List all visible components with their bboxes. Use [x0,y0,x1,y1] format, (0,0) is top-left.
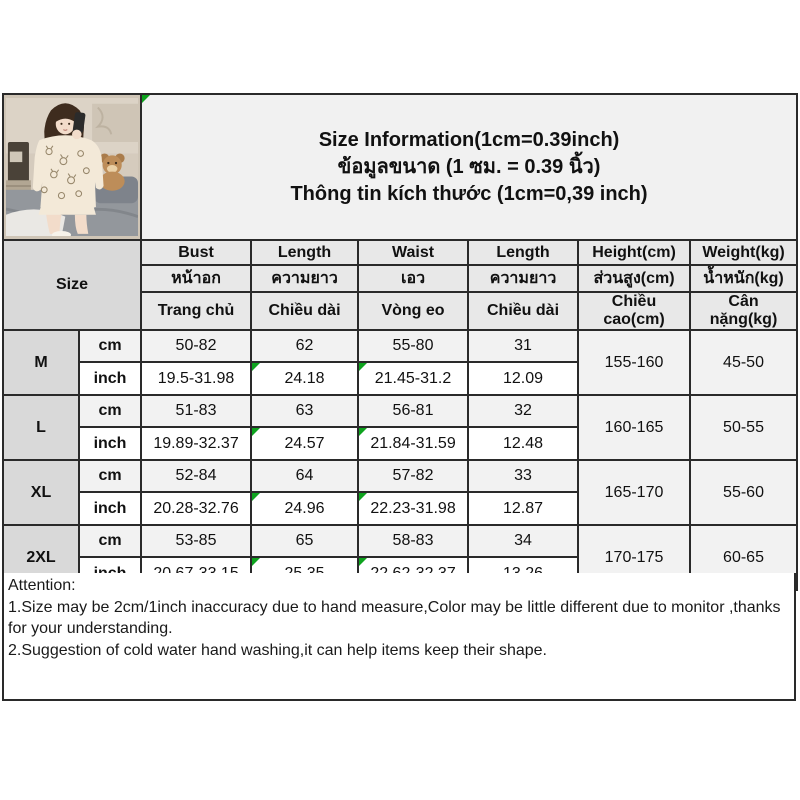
cell-m-length-cm: 62 [251,330,358,362]
cell-m-height: 155-160 [578,330,690,395]
cell-m-bust-inch: 19.5-31.98 [141,362,251,395]
size-info-title-block [141,94,797,240]
col-header-weight-vi: Cân nặng(kg) [690,292,797,330]
col-header-waist-vi: Vòng eo [358,292,468,330]
cell-xl-length2-inch: 12.87 [468,492,578,525]
col-header-length-th: ความยาว [251,265,358,292]
row-l-cm [3,395,797,427]
header-row-en [3,240,797,265]
cell-2xl-bust-cm: 53-85 [141,525,251,557]
title-vi: Thông tin kích thước (1cm=0,39 inch) [290,182,648,205]
title-th: ข้อมูลขนาด (1 ซม. = 0.39 นิ้ว) [337,155,601,178]
size-label-m: M [3,330,79,395]
cell-m-length-inch: 24.18 [251,362,358,395]
cell-l-bust-cm: 51-83 [141,395,251,427]
cell-m-weight: 45-50 [690,330,797,395]
row-2xl-cm [3,525,797,557]
cell-l-length2-inch: 12.48 [468,427,578,460]
cell-xl-bust-inch: 20.28-32.76 [141,492,251,525]
cell-l-weight: 50-55 [690,395,797,460]
row-m-cm [3,330,797,362]
cell-m-waist-cm: 55-80 [358,330,468,362]
pajama-selfie-illustration [6,98,138,237]
col-header-waist-en: Waist [358,240,468,265]
attention-note [2,573,796,701]
cell-xl-bust-cm: 52-84 [141,460,251,492]
unit-cell: inch [79,427,141,460]
col-header-weight-th: น้ำหนัก(kg) [690,265,797,292]
cell-xl-waist-inch: 22.23-31.98 [358,492,468,525]
cell-l-waist-inch: 21.84-31.59 [358,427,468,460]
cell-xl-waist-cm: 57-82 [358,460,468,492]
cell-xl-height: 165-170 [578,460,690,525]
col-header-length2-vi: Chiều dài [468,292,578,330]
cell-m-length2-cm: 31 [468,330,578,362]
unit-cell: cm [79,460,141,492]
cell-2xl-height: 170-175 [578,525,690,590]
attention-line-2: 2.Suggestion of cold water hand washing,it can help items keep their shape. [8,641,547,659]
cell-l-length2-cm: 32 [468,395,578,427]
unit-cell: cm [79,525,141,557]
col-header-length2-en: Length [468,240,578,265]
cell-2xl-length-cm: 65 [251,525,358,557]
col-header-length-en: Length [251,240,358,265]
cell-2xl-length2-cm: 34 [468,525,578,557]
col-header-bust-th: หน้าอก [141,265,251,292]
col-header-weight-en: Weight(kg) [690,240,797,265]
product-photo [3,94,141,240]
unit-cell: inch [79,362,141,395]
size-label-l: L [3,395,79,460]
unit-cell: cm [79,395,141,427]
col-header-bust-vi: Trang chủ [141,292,251,330]
attention-heading: Attention: [8,577,76,594]
col-header-waist-th: เอว [358,265,468,292]
col-header-height-vi: Chiều cao(cm) [578,292,690,330]
cell-2xl-waist-cm: 58-83 [358,525,468,557]
cell-m-length2-inch: 12.09 [468,362,578,395]
cell-l-waist-cm: 56-81 [358,395,468,427]
cell-l-bust-inch: 19.89-32.37 [141,427,251,460]
col-header-length2-th: ความยาว [468,265,578,292]
size-label-xl: XL [3,460,79,525]
cell-xl-weight: 55-60 [690,460,797,525]
unit-cell: inch [79,492,141,525]
col-header-length-vi: Chiều dài [251,292,358,330]
col-header-height-th: ส่วนสูง(cm) [578,265,690,292]
col-header-bust-en: Bust [141,240,251,265]
cell-xl-length2-cm: 33 [468,460,578,492]
cell-l-length-inch: 24.57 [251,427,358,460]
attention-line-1: 1.Size may be 2cm/1inch inaccuracy due to hand measure,Color may be little different due to monitor ,thanks for your understanding. [8,598,781,637]
cell-2xl-weight: 60-65 [690,525,797,590]
title-en: Size Information(1cm=0.39inch) [318,128,620,151]
col-header-height-en: Height(cm) [578,240,690,265]
size-header-cell: Size [3,240,141,330]
cell-xl-length-cm: 64 [251,460,358,492]
row-xl-cm [3,460,797,492]
cell-m-waist-inch: 21.45-31.2 [358,362,468,395]
size-table [2,93,798,591]
cell-l-length-cm: 63 [251,395,358,427]
unit-cell: cm [79,330,141,362]
cell-l-height: 160-165 [578,395,690,460]
size-label-2xl: 2XL [3,525,79,590]
title-row [3,94,797,240]
cell-xl-length-inch: 24.96 [251,492,358,525]
cell-m-bust-cm: 50-82 [141,330,251,362]
